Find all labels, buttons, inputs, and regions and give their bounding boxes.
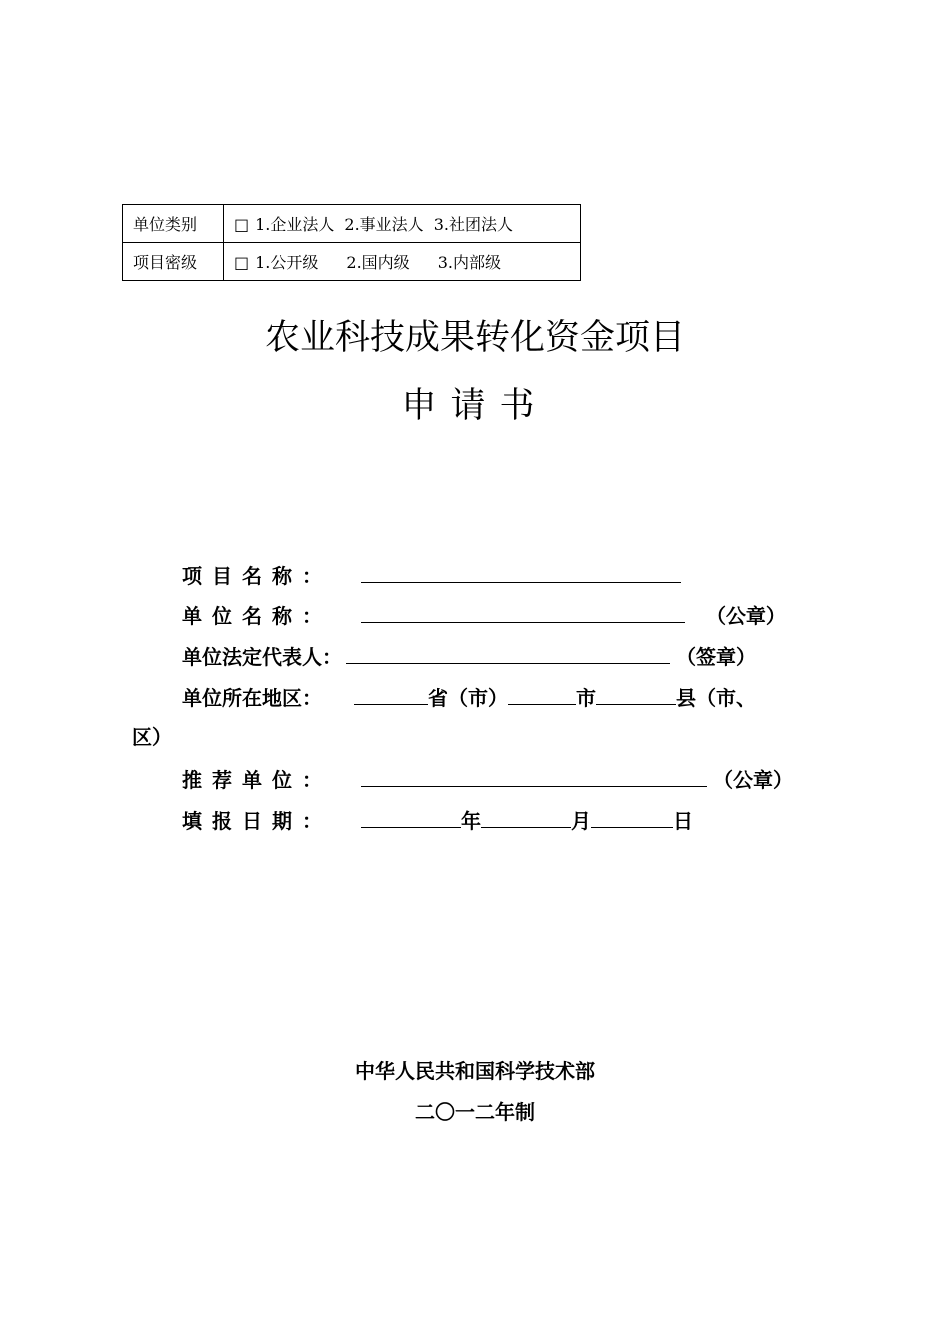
issue-year: 二〇一二年制 bbox=[415, 1100, 535, 1124]
region-district: 区） bbox=[132, 725, 172, 749]
recommender-label: 推荐单位： bbox=[182, 768, 332, 792]
confidentiality-label: 项目密级 bbox=[123, 243, 224, 281]
legal-rep-label: 单位法定代表人： bbox=[182, 645, 342, 669]
project-name-label: 项目名称： bbox=[182, 564, 332, 588]
year-suffix: 年 bbox=[460, 809, 481, 833]
month-suffix: 月 bbox=[570, 809, 591, 833]
project-name-input[interactable] bbox=[361, 562, 681, 583]
year-input[interactable] bbox=[361, 807, 461, 828]
unit-type-option-1: 1.企业法人 bbox=[255, 215, 335, 234]
unit-info-table bbox=[122, 204, 581, 281]
unit-name-input[interactable] bbox=[361, 602, 685, 623]
unit-name-label: 单位名称： bbox=[182, 604, 332, 628]
legal-rep-seal: （签章） bbox=[676, 645, 756, 669]
confidentiality-checkbox[interactable]: □ bbox=[234, 253, 250, 272]
unit-type-option-3: 3.社团法人 bbox=[433, 215, 513, 234]
region-label: 单位所在地区： bbox=[182, 686, 322, 710]
day-suffix: 日 bbox=[672, 809, 693, 833]
confidentiality-option-2: 2.国内级 bbox=[346, 253, 410, 272]
county-input[interactable] bbox=[596, 684, 676, 705]
project-name-field bbox=[182, 562, 681, 589]
unit-name-field bbox=[182, 602, 786, 629]
recommender-seal: （公章） bbox=[712, 768, 793, 792]
province-suffix: 省（市） bbox=[428, 686, 508, 710]
confidentiality-option-3: 3.内部级 bbox=[437, 253, 501, 272]
day-input[interactable] bbox=[591, 807, 673, 828]
legal-rep-input[interactable] bbox=[346, 643, 670, 664]
unit-type-label: 单位类别 bbox=[123, 205, 224, 243]
city-input[interactable] bbox=[508, 684, 576, 705]
county-suffix: 县（市、 bbox=[676, 686, 756, 710]
unit-type-row bbox=[123, 205, 581, 243]
unit-type-option-2: 2.事业法人 bbox=[344, 215, 424, 234]
recommender-field bbox=[182, 766, 793, 793]
confidentiality-option-1: 1.公开级 bbox=[255, 253, 319, 272]
confidentiality-options bbox=[224, 243, 581, 281]
province-input[interactable] bbox=[354, 684, 428, 705]
document-title: 农业科技成果转化资金项目 bbox=[264, 318, 685, 358]
city-suffix: 市 bbox=[576, 686, 596, 710]
fill-date-field bbox=[182, 807, 693, 834]
fill-date-label: 填报日期： bbox=[182, 809, 332, 833]
unit-name-seal: （公章） bbox=[705, 604, 786, 628]
unit-type-options bbox=[224, 205, 581, 243]
confidentiality-row bbox=[123, 243, 581, 281]
legal-rep-field bbox=[182, 643, 756, 670]
month-input[interactable] bbox=[481, 807, 571, 828]
issuing-organization: 中华人民共和国科学技术部 bbox=[355, 1059, 595, 1083]
document-subtitle: 申请书 bbox=[401, 386, 549, 426]
recommender-input[interactable] bbox=[361, 766, 707, 787]
unit-type-checkbox[interactable]: □ bbox=[234, 215, 250, 234]
region-field bbox=[182, 684, 756, 711]
